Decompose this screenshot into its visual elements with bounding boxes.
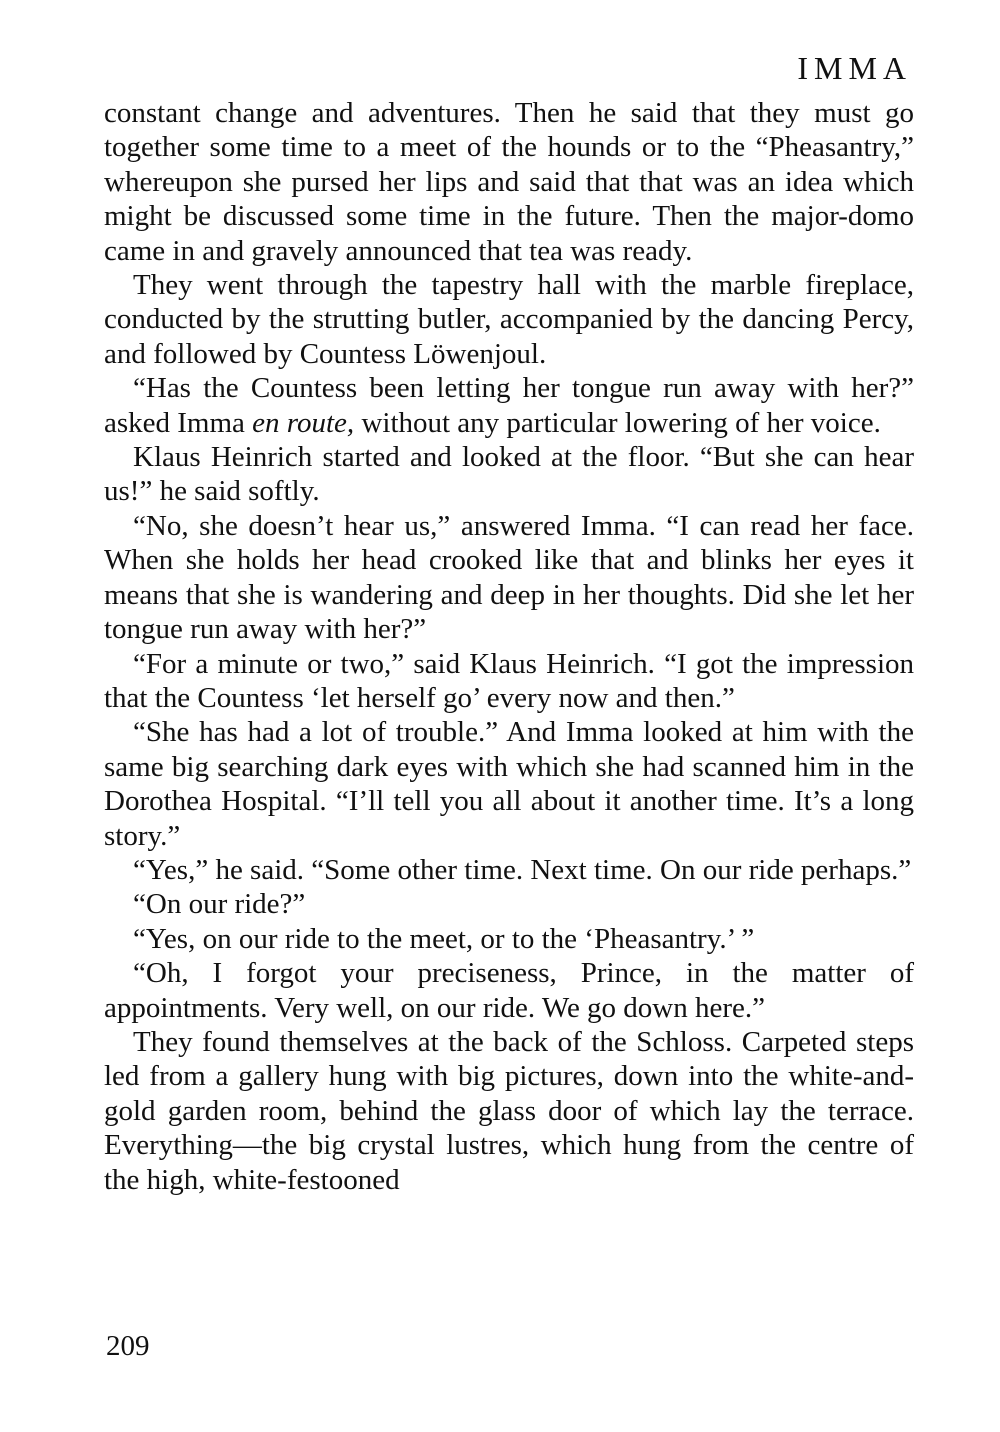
paragraph: “No, she doesn’t hear us,” answered Imma. “I can read her face. When she holds her head crooked like that and blinks her eyes it means that she is wandering and deep in her thoughts. Did she let her tongue run away with her?” [104,509,914,646]
paragraph: They found themselves at the back of the Schloss. Carpeted steps led from a gallery hung with big pictures, down into the white-and-gold garden room, behind the glass door of which lay the terrace. Everything—the big crystal lustres, which hung from the centre of the high, white-festooned [104,1025,914,1196]
paragraph: “She has had a lot of trouble.” And Imma looked at him with the same big searching dark eyes with which she had scanned him in the Dorothea Hospital. “I’ll tell you all about it another time. It’s a long story.” [104,716,914,852]
paragraph: “Oh, I forgot your preciseness, Prince, in the matter of appointments. Very well, on our ride. We go down here.” [104,957,914,1024]
running-head: IMMA [797,50,912,86]
paragraph-text: “Has the Countess been letting her tongue run away with her?” asked Imma [104,372,914,439]
page-number: 209 [106,1330,150,1362]
paragraph: Klaus Heinrich started and looked at the floor. “But she can hear us!” he said softly. [104,441,914,508]
paragraph: They went through the tapestry hall with the marble fireplace, conducted by the strutting butler, accompanied by the dancing Percy, and followed by Countess Löwenjoul. [104,269,914,370]
paragraph: “For a minute or two,” said Klaus Heinrich. “I got the impression that the Countess ‘let herself go’ every now and then.” [104,647,914,714]
paragraph: “Yes, on our ride to the meet, or to the ‘Pheasantry.’ ” [133,922,755,955]
paragraph [104,371,914,440]
italic-phrase: en route, [252,406,355,439]
paragraph-text: without any particular lowering of her voice. [354,406,881,439]
paragraph: “Yes,” he said. “Some other time. Next time. On our ride perhaps.” [133,853,912,886]
paragraph: “On our ride?” [133,888,306,921]
paragraph: constant change and adventures. Then he said that they must go together some time to a meet of the hounds or to the “Pheasantry,” whereupon she pursed her lips and said that that was an idea which might be discussed some time in the future. Then the major-domo came in and gravely announced that tea was ready. [104,97,914,267]
body-text [104,96,914,1197]
